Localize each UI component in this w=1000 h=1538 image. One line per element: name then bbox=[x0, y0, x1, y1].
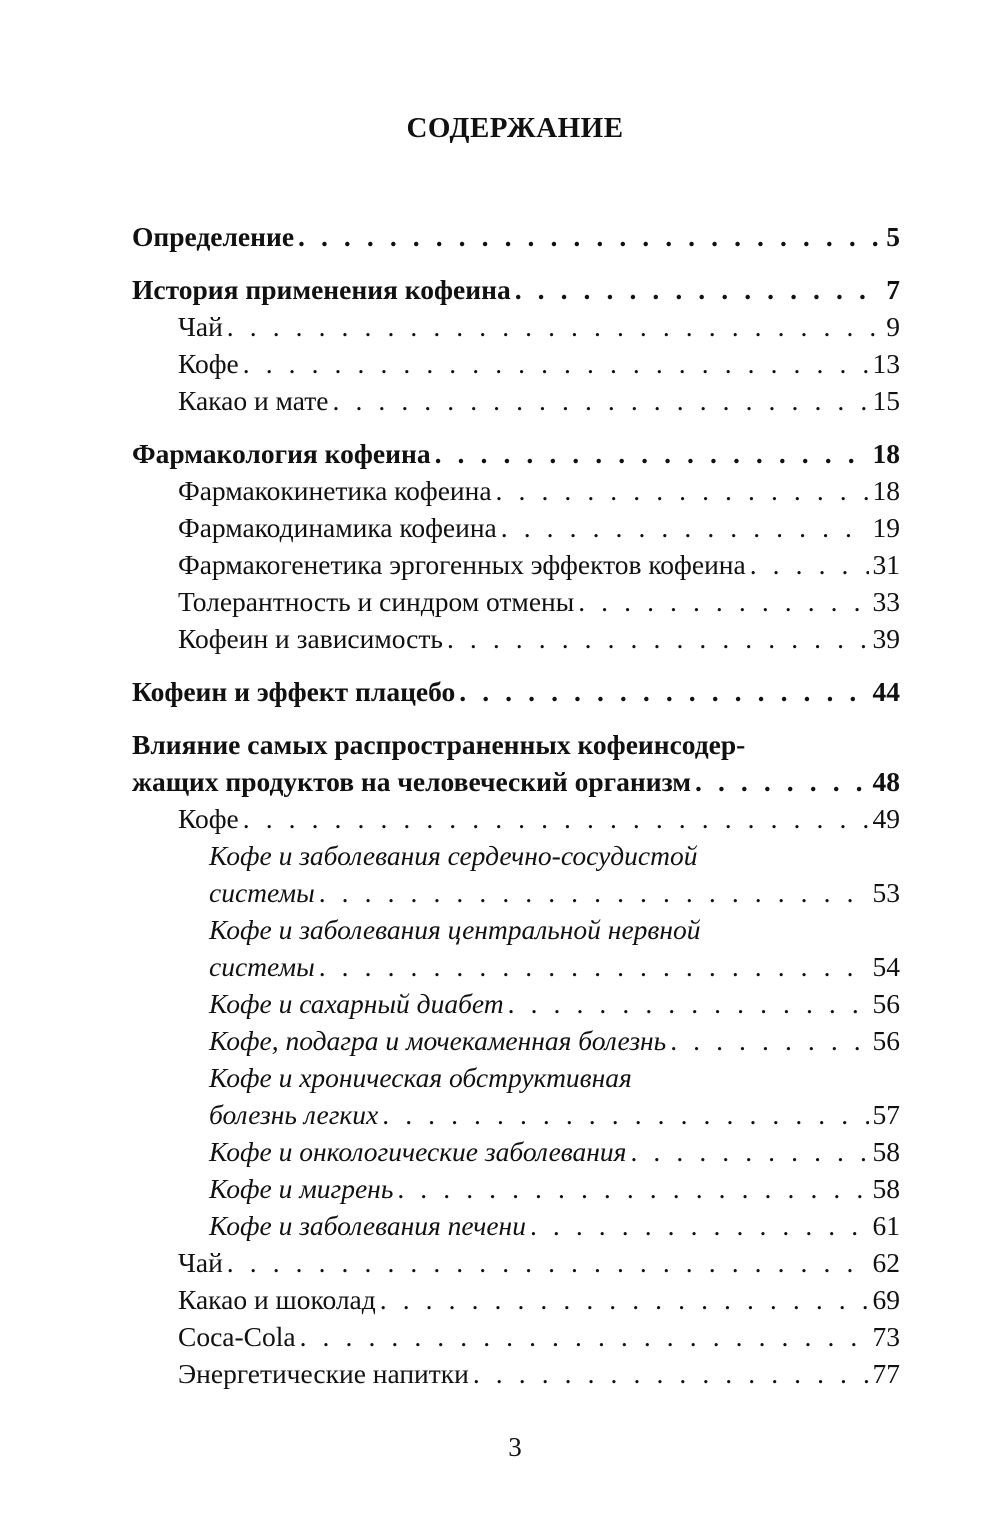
toc-page-number: 58 bbox=[872, 1136, 900, 1167]
toc-page-number: 56 bbox=[872, 988, 900, 1019]
toc-page-number: 77 bbox=[872, 1358, 900, 1389]
toc-page-number: 58 bbox=[872, 1173, 900, 1204]
leader-dots bbox=[473, 1355, 869, 1392]
toc-entry-title: Какао и шоколад bbox=[178, 1284, 376, 1315]
toc-entry-title: Кофеин и эффект плацебо bbox=[132, 676, 456, 707]
toc-page-number: 18 bbox=[872, 475, 900, 506]
leader-dots bbox=[397, 1170, 868, 1207]
toc-entry[interactable] bbox=[132, 1318, 900, 1355]
toc-entry[interactable] bbox=[132, 800, 900, 837]
toc-page-number: 73 bbox=[872, 1321, 900, 1352]
toc-page-number: 39 bbox=[872, 623, 900, 654]
toc-entry-title: Чай bbox=[178, 1247, 223, 1278]
toc-page-number: 18 bbox=[872, 438, 900, 469]
toc-entry[interactable] bbox=[132, 1170, 900, 1207]
toc-entry-title: Кофе и хроническая обструктивная bbox=[209, 1062, 632, 1093]
toc-page-number: 69 bbox=[872, 1284, 900, 1315]
leader-dots bbox=[447, 620, 869, 657]
toc-entry-title: Кофеин и зависимость bbox=[178, 623, 443, 654]
toc-page-number: 57 bbox=[872, 1099, 900, 1130]
page-number: 3 bbox=[508, 1432, 522, 1462]
leader-dots bbox=[508, 985, 869, 1022]
toc-page-number: 15 bbox=[872, 385, 900, 416]
toc-entry[interactable] bbox=[132, 1096, 900, 1133]
toc-entry-title: Кофе и сахарный диабет bbox=[209, 988, 504, 1019]
toc-entry-title: Энергетические напитки bbox=[178, 1358, 469, 1389]
toc-entry[interactable] bbox=[132, 308, 900, 345]
toc-entry-title: Фармакодинамика кофеина bbox=[178, 512, 497, 543]
leader-dots bbox=[695, 763, 869, 800]
toc-entry-title: Какао и мате bbox=[178, 385, 329, 416]
toc-entry-first-line[interactable] bbox=[132, 726, 900, 763]
toc-page-number: 5 bbox=[886, 221, 900, 252]
toc-entry-first-line[interactable] bbox=[132, 911, 900, 948]
toc-entry-title-continued: жащих продуктов на человеческий организм bbox=[132, 766, 691, 797]
toc-entry-title: Кофе и мигрень bbox=[209, 1173, 394, 1204]
toc-page-number: 49 bbox=[872, 803, 900, 834]
toc-entry-title-continued: системы bbox=[209, 951, 315, 982]
toc-page-number: 54 bbox=[872, 951, 900, 982]
leader-dots bbox=[243, 800, 869, 837]
toc-page-number: 33 bbox=[872, 586, 900, 617]
toc-entry[interactable] bbox=[132, 1022, 900, 1059]
toc-entry-title: Фармакология кофеина bbox=[132, 438, 431, 469]
leader-dots bbox=[670, 1022, 868, 1059]
leader-dots bbox=[227, 308, 882, 345]
toc-entry[interactable] bbox=[132, 763, 900, 800]
toc-entry[interactable] bbox=[132, 218, 900, 255]
toc-entry[interactable] bbox=[132, 345, 900, 382]
leader-dots bbox=[435, 435, 869, 472]
toc-entry-title: Кофе и заболевания печени bbox=[209, 1210, 526, 1241]
toc-entry[interactable] bbox=[132, 1133, 900, 1170]
toc-entry[interactable] bbox=[132, 583, 900, 620]
toc-entry[interactable] bbox=[132, 620, 900, 657]
toc-entry[interactable] bbox=[132, 382, 900, 419]
toc-page-number: 19 bbox=[872, 512, 900, 543]
toc-page-number: 9 bbox=[886, 311, 900, 342]
toc-entry[interactable] bbox=[132, 948, 900, 985]
leader-dots bbox=[578, 583, 868, 620]
toc-entry-title: История применения кофеина bbox=[132, 274, 511, 305]
leader-dots bbox=[380, 1281, 869, 1318]
toc-entry-title: Coca-Cola bbox=[178, 1321, 296, 1352]
leader-dots bbox=[298, 218, 882, 255]
toc-page-number: 56 bbox=[872, 1025, 900, 1056]
toc-page-number: 61 bbox=[872, 1210, 900, 1241]
table-of-contents bbox=[132, 218, 900, 1392]
toc-page-number: 44 bbox=[872, 676, 900, 707]
leader-dots bbox=[750, 546, 869, 583]
toc-entry-title: Определение bbox=[132, 221, 295, 252]
leader-dots bbox=[515, 271, 883, 308]
toc-entry[interactable] bbox=[132, 435, 900, 472]
toc-entry[interactable] bbox=[132, 509, 900, 546]
leader-dots bbox=[382, 1096, 868, 1133]
leader-dots bbox=[501, 509, 869, 546]
leader-dots bbox=[333, 382, 869, 419]
leader-dots bbox=[227, 1244, 869, 1281]
toc-entry[interactable] bbox=[132, 985, 900, 1022]
toc-page-number: 62 bbox=[872, 1247, 900, 1278]
toc-page-number: 7 bbox=[886, 274, 900, 305]
leader-dots bbox=[319, 948, 869, 985]
toc-entry-title: Фармакокинетика кофеина bbox=[178, 475, 492, 506]
toc-entry-title: Кофе bbox=[178, 803, 239, 834]
toc-entry-title: Кофе и заболевания центральной нервной bbox=[209, 914, 701, 945]
toc-entry[interactable] bbox=[132, 472, 900, 509]
toc-page-number: 13 bbox=[872, 348, 900, 379]
toc-entry-title-continued: болезнь легких bbox=[209, 1099, 379, 1130]
leader-dots bbox=[496, 472, 869, 509]
toc-entry[interactable] bbox=[132, 673, 900, 710]
toc-entry-title-continued: системы bbox=[209, 877, 315, 908]
toc-entry[interactable] bbox=[132, 1244, 900, 1281]
leader-dots bbox=[243, 345, 869, 382]
toc-entry-title: Кофе bbox=[178, 348, 239, 379]
toc-page-number: 48 bbox=[872, 766, 900, 797]
leader-dots bbox=[300, 1318, 869, 1355]
toc-entry[interactable] bbox=[132, 874, 900, 911]
toc-entry-title: Фармакогенетика эргогенных эффектов кофеина bbox=[178, 549, 746, 580]
page-title: СОДЕРЖАНИЕ bbox=[406, 112, 624, 144]
toc-entry[interactable] bbox=[132, 546, 900, 583]
toc-page-number: 31 bbox=[872, 549, 900, 580]
leader-dots bbox=[459, 673, 868, 710]
leader-dots bbox=[630, 1133, 868, 1170]
leader-dots bbox=[319, 874, 869, 911]
toc-entry-title: Кофе и онкологические заболевания bbox=[209, 1136, 627, 1167]
toc-entry-title: Кофе, подагра и мочекаменная болезнь bbox=[209, 1025, 667, 1056]
toc-entry-title: Толерантность и синдром отмены bbox=[178, 586, 575, 617]
toc-entry-first-line[interactable] bbox=[132, 837, 900, 874]
toc-entry-first-line[interactable] bbox=[132, 1059, 900, 1096]
toc-entry-title: Кофе и заболевания сердечно-сосудистой bbox=[209, 840, 698, 871]
toc-entry-title: Чай bbox=[178, 311, 223, 342]
toc-entry-title: Влияние самых распространенных кофеинсодер- bbox=[132, 729, 746, 760]
toc-page-number: 53 bbox=[872, 877, 900, 908]
toc-entry[interactable] bbox=[132, 1281, 900, 1318]
toc-entry[interactable] bbox=[132, 1355, 900, 1392]
toc-entry[interactable] bbox=[132, 271, 900, 308]
leader-dots bbox=[530, 1207, 869, 1244]
toc-entry[interactable] bbox=[132, 1207, 900, 1244]
